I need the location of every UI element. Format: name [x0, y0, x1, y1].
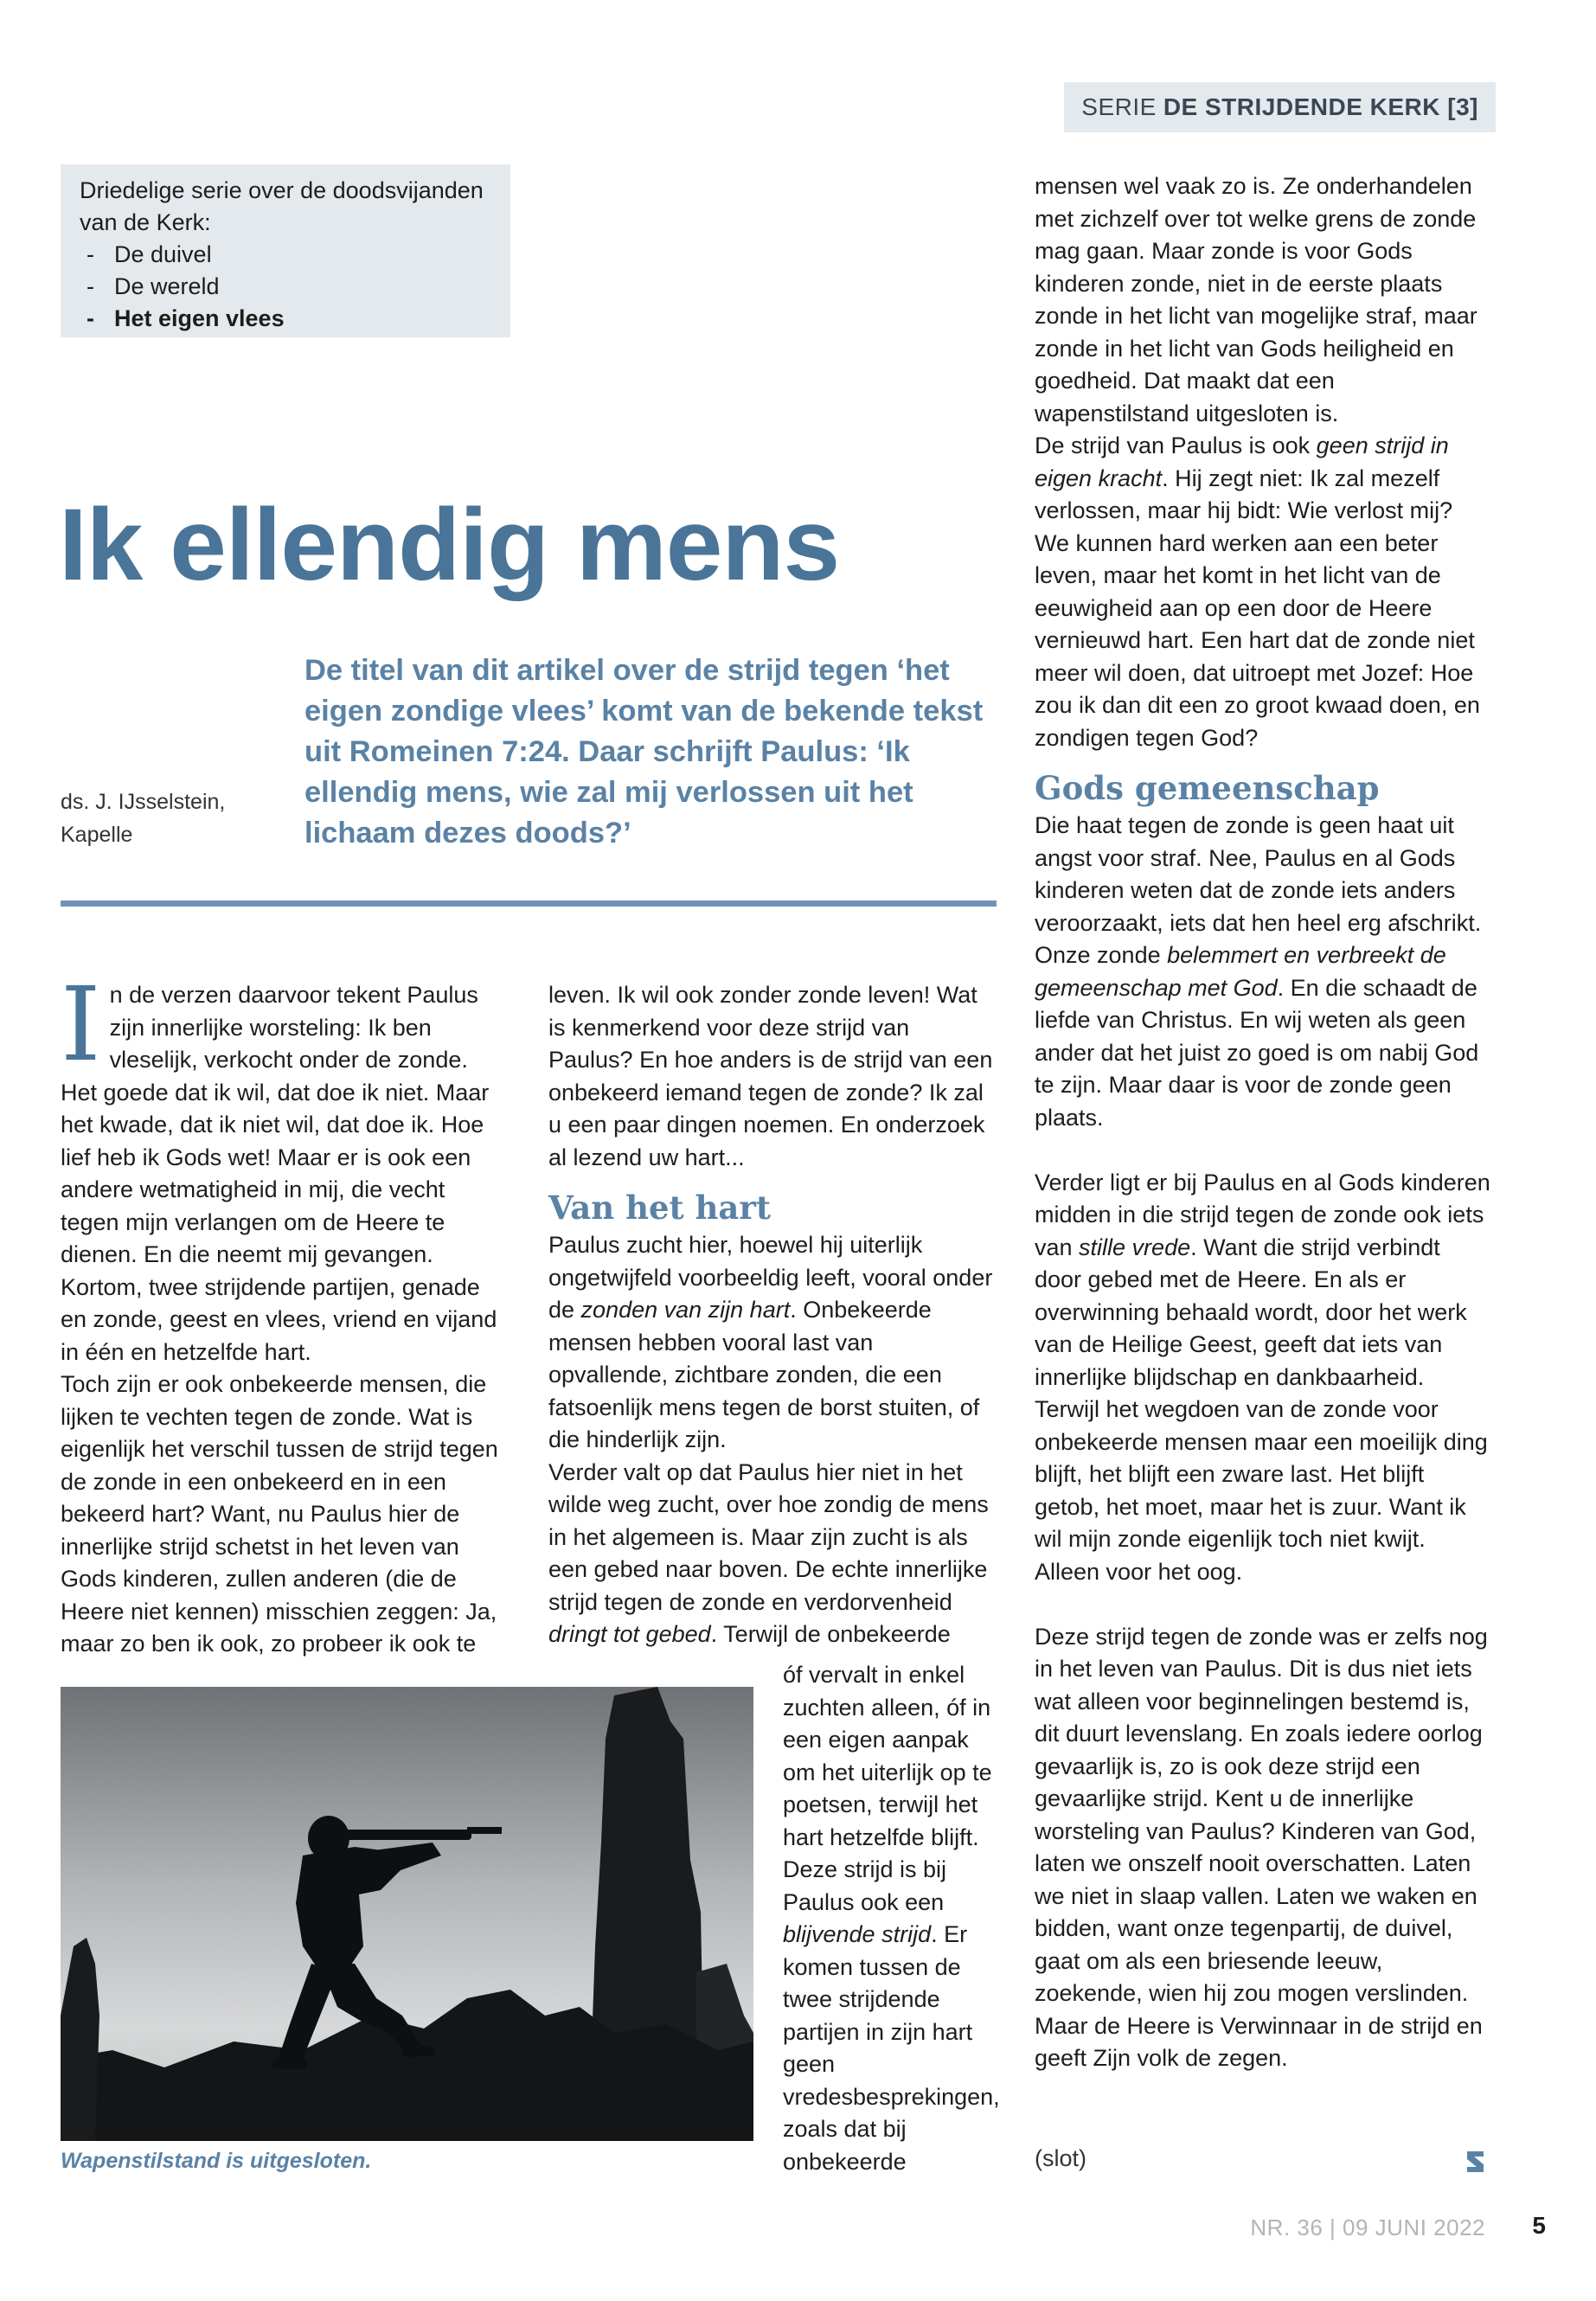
series-info-box — [61, 164, 510, 337]
issue-date: NR. 36 | 09 JUNI 2022 — [1250, 2214, 1485, 2240]
photo-illustration — [61, 1687, 753, 2141]
soldier-silhouette-photo — [61, 1687, 753, 2141]
col3-paragraph-1: mensen wel vaak zo is. Ze onderhandelen met zichzelf over tot welke grens de zonde mag gaan. Maar zonde is voor Gods kinderen zonde, niet in de eerste plaats zonde in het licht van mogelijke straf, maar zonde in het licht van Gods heiligheid en goedheid. Dat maakt dat een wapenstilstand uitgesloten is. — [1035, 173, 1477, 426]
series-item-world: - De wereld — [80, 271, 491, 303]
column-2-narrow — [783, 1659, 999, 2178]
series-item-devil: - De duivel — [80, 239, 491, 271]
series-list — [80, 239, 491, 335]
author-place: Kapelle — [61, 823, 133, 847]
section-divider — [61, 901, 997, 907]
column-3 — [1035, 170, 1493, 2075]
drop-cap: I — [61, 965, 101, 1084]
end-of-article-icon — [1465, 2149, 1487, 2175]
series-tab — [1064, 82, 1496, 132]
col3-paragraph-2: De strijd van Paulus is ook geen strijd in eigen kracht. Hij zegt niet: Ik zal mezelf verlossen, maar hij bidt: Wie verlost mij? We kunnen hard werken aan een beter leven, maar het komt in het licht van de eeuwigheid aan op een door de Heere vernieuwd hart. Een hart dat de zonde niet meer wil doen, dat uitroept met Jozef: Hoe zou ik dan dit een zo groot kwaad doen, en zondigen tegen God? — [1035, 433, 1480, 751]
col3-paragraph-3: Die haat tegen de zonde is geen haat uit angst voor straf. Nee, Paulus en al Gods kinderen weten dat de zonde iets anders veroorzaakt, iets dat hen heel erg afschrikt. Onze zonde belemmert en verbreekt de gemeenschap met God. En die schaadt de liefde van Christus. En wij weten als geen ander dat het juist zo goed is om nabij God te zijn. Maar daar is voor de zonde geen plaats. — [1035, 812, 1482, 1131]
col1-paragraph-1: In de verzen daarvoor tekent Paulus zijn innerlijke worsteling: Ik ben vleselijk, verkocht onder de zonde. Het goede dat ik wil, dat doe ik niet. Maar het kwade, dat ik niet wil, dat doe ik. Hoe lief heb ik Gods wet! Maar er is ook een andere wetmatigheid in mij, die vecht tegen mijn verlangen om de Heere te dienen. En die neemt mij gevangen. Kortom, twee strijdende partijen, genade en zonde, geest en vlees, vriend en vijand in één en hetzelfde hart. — [61, 965, 497, 1365]
series-info-intro: Driedelige serie over de doodsvijanden van de Kerk: — [80, 177, 484, 235]
col2-narrow-paragraph-2: Deze strijd is bij Paulus ook een blijvende strijd. Er komen tussen de twee strijdende partijen in zijn hart geen vredesbesprekingen, zoals dat bij onbekeerde — [783, 1856, 1000, 2175]
series-prefix: SERIE — [1081, 93, 1157, 120]
col1-paragraph-2: Toch zijn er ook onbekeerde mensen, die lijken te vechten tegen de zonde. Wat is eigenlijk het verschil tussen de strijd tegen de zonde in een onbekeerd en in een bekeerd hart? Want, nu Paulus hier de innerlijke strijd schetst in het leven van Gods kinderen, zullen anderen (die de Heere niet kennen) misschien zeggen: Ja, maar zo ben ik ook, zo probeer ik ook te — [61, 1371, 498, 1657]
column-2 — [548, 979, 998, 1651]
series-item-flesh: - Het eigen vlees — [80, 303, 491, 335]
page-number: 5 — [1532, 2212, 1546, 2239]
col3-paragraph-6: Maar de Heere is Verwinnaar in de strijd en geeft Zijn volk de zegen. — [1035, 2012, 1483, 2071]
series-closing-note: (slot) — [1035, 2145, 1086, 2171]
author-name: ds. J. IJsselstein, — [61, 790, 226, 814]
col3-paragraph-5: Deze strijd tegen de zonde was er zelfs nog in het leven van Paulus. Dit is dus niet iets wat alleen voor beginnelingen bestemd is, dit duurt levenslang. En zoals iedere oorlog gevaarlijk is, zo is ook deze strijd een gevaarlijke strijd. Kent u de innerlijke worsteling van Paulus? Kinderen van God, laten we onszelf nooit overschatten. Laten we niet in slaap vallen. Laten we waken en bidden, want onze tegenpartij, de duivel, gaat om als een briesende leeuw, zoekende, wien hij zou mogen verslinden. — [1035, 1623, 1488, 2006]
col2-paragraph-3: Verder valt op dat Paulus hier niet in het wilde weg zucht, over hoe zondig de mens in het algemeen is. Maar zijn zucht is als een gebed naar boven. De echte innerlijke strijd tegen de zonde en verdorvenheid dringt tot gebed. Terwijl de onbekeerde — [548, 1458, 989, 1647]
subheading-van-het-hart: Van het hart — [548, 1189, 771, 1227]
subheading-gods-gemeenschap: Gods gemeenschap — [1035, 769, 1380, 807]
col2-paragraph-2: Paulus zucht hier, hoewel hij uiterlijk ongetwijfeld voorbeeldig leeft, vooral onder de zonden van zijn hart. Onbekeerde mensen hebben vooral last van opvallende, zichtbare zonden, die een fatsoenlijk mens tegen de borst stuiten, of die hinderlijk zijn. — [548, 1232, 993, 1452]
col2-paragraph-1: leven. Ik wil ook zonder zonde leven! Wat is kenmerkend voor deze strijd van Paulus? En hoe anders is de strijd van een onbekeerd iemand tegen de zonde? Ik zal u een paar dingen noemen. En onderzoek al lezend uw hart... — [548, 982, 993, 1170]
col3-paragraph-4: Verder ligt er bij Paulus en al Gods kinderen midden in die strijd tegen de zonde ook iets van stille vrede. Want die strijd verbindt door gebed met de Heere. En als er overwinning behaald wordt, door het werk van de Heilige Geest, geeft dat iets van innerlijke blijdschap en dankbaarheid. Terwijl het wegdoen van de zonde voor onbekeerde mensen maar een moeilijk ding blijft, het blijft een zware last. Het blijft getob, het moet, maar het is zuur. Want ik wil mijn zonde eigenlijk toch niet kwijt. Alleen voor het oog. — [1035, 1169, 1490, 1585]
column-1 — [61, 965, 500, 1661]
author-byline — [61, 785, 225, 851]
photo-caption: Wapenstilstand is uitgesloten. — [61, 2149, 372, 2173]
article-intro: De titel van dit artikel over de strijd tegen ‘het eigen zondige vlees’ komt van de bekende tekst uit Romeinen 7:24. Daar schrijft Paulus: ‘Ik ellendig mens, wie zal mij verlossen uit het lichaam dezes doods?’ — [304, 654, 984, 849]
series-name: DE STRIJDENDE KERK [3] — [1163, 93, 1478, 120]
col2-narrow-paragraph-1: óf vervalt in enkel zuchten alleen, óf in een eigen aanpak om het uiterlijk op te poetsen, terwijl het hart hetzelfde blijft. — [783, 1662, 992, 1850]
article-title: Ik ellendig mens — [59, 488, 840, 602]
